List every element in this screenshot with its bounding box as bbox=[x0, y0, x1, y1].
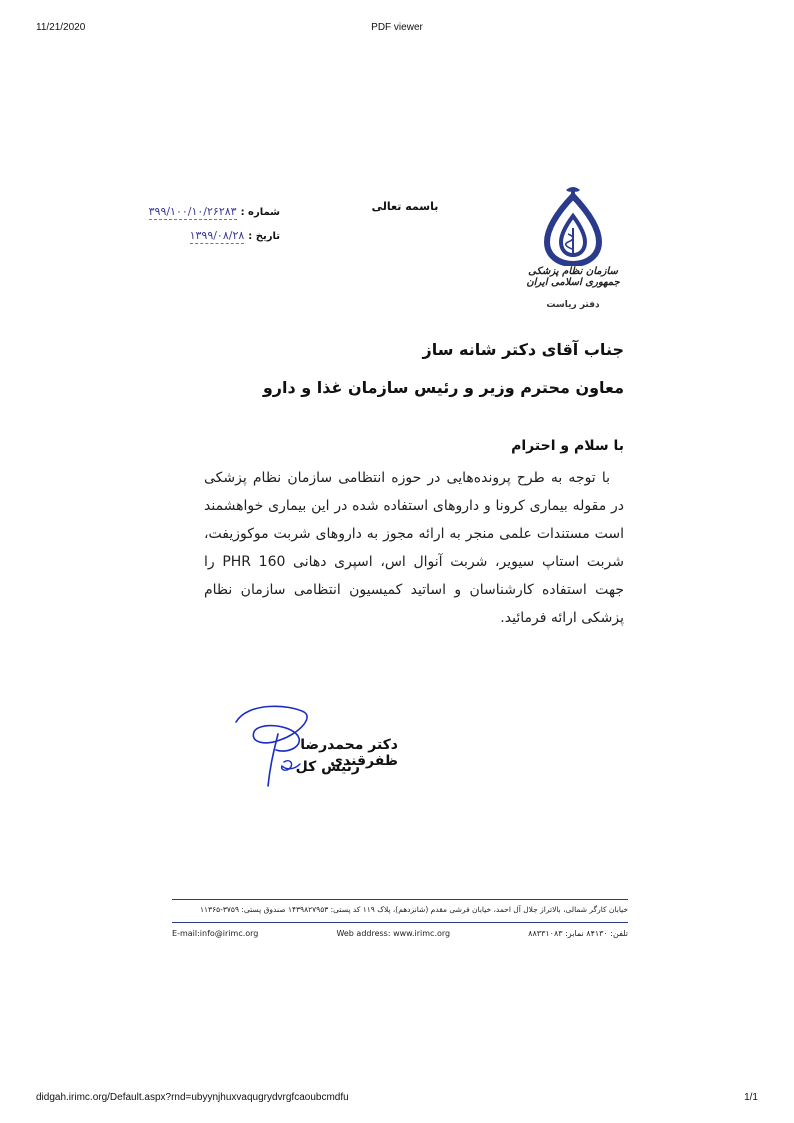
recipient-name: جناب آقای دکتر شانه ساز bbox=[422, 340, 624, 359]
letter-date-label: تاریخ : bbox=[248, 231, 280, 242]
org-logo bbox=[514, 186, 632, 312]
signer-title: رئیس کل bbox=[295, 759, 360, 775]
footer-phone: تلفن: ۸۴۱۳۰ نمابر: ۸۸۳۳۱۰۸۳ bbox=[528, 929, 628, 938]
viewer-title: PDF viewer bbox=[371, 22, 423, 33]
letter-number bbox=[140, 205, 280, 220]
page-url: didgah.irimc.org/Default.aspx?rnd=ubyynjhuxvaqugrydvrgfcaoubcmdfu bbox=[36, 1092, 349, 1103]
footer-divider-bottom bbox=[172, 922, 628, 923]
letter-number-label: شماره : bbox=[240, 207, 280, 218]
recipient-title: معاون محترم وزیر و رئیس سازمان غذا و دارو bbox=[262, 378, 624, 397]
footer-address: خیابان کارگر شمالی، بالاتراز جلال آل احمد، خیابان فرشی مقدم (شانزدهم)، پلاک ۱۱۹ کد پستی: ۱۴۳۹۸۲۷۹۵۳ صندوق پستی: ۳۷۵۹-۱۱۳۶۵ bbox=[199, 905, 628, 914]
footer-contacts bbox=[172, 929, 628, 938]
letter-body-paragraph: با توجه به طرح پرونده‌هایی در حوزه انتظامی سازمان نظام پزشکی در مقوله بیماری کرونا و داروهای استفاده شده در این بیماری خواهشمند است مستندات علمی منجر به ارائه مجوز به داروهای شربت موکوزیفت، شربت استاپ سیویر، شربت آنوال اس، اسپری دهانی PHR 160 را جهت استفاده کارشناسان و اساتید کمیسیون انتظامی سازمان نظام پزشکی ارائه فرمائید. bbox=[204, 470, 624, 626]
footer-email: E-mail:info@irimc.org bbox=[172, 929, 259, 938]
letter-body bbox=[204, 464, 624, 632]
page-indicator: 1/1 bbox=[744, 1092, 758, 1103]
office-name: دفتر ریاست bbox=[546, 300, 600, 310]
org-name: سازمان نظام پزشکی جمهوری اسلامی ایران bbox=[526, 266, 620, 288]
letter-date-value: ۱۳۹۹/۰۸/۲۸ bbox=[189, 229, 245, 242]
footer-divider-top bbox=[172, 899, 628, 900]
greeting: با سلام و احترام bbox=[511, 438, 624, 454]
org-emblem-icon bbox=[514, 186, 632, 266]
letter-number-value: ۳۹۹/۱۰۰/۱۰/۲۶۲۸۳ bbox=[148, 205, 237, 218]
footer-web: Web address: www.irimc.org bbox=[336, 929, 451, 938]
print-date: 11/21/2020 bbox=[36, 22, 86, 33]
letter-date bbox=[140, 229, 280, 244]
invocation-text: باسمه تعالی bbox=[371, 200, 439, 213]
signer-name: دکتر محمدرضا ظفرقندی bbox=[300, 737, 398, 769]
